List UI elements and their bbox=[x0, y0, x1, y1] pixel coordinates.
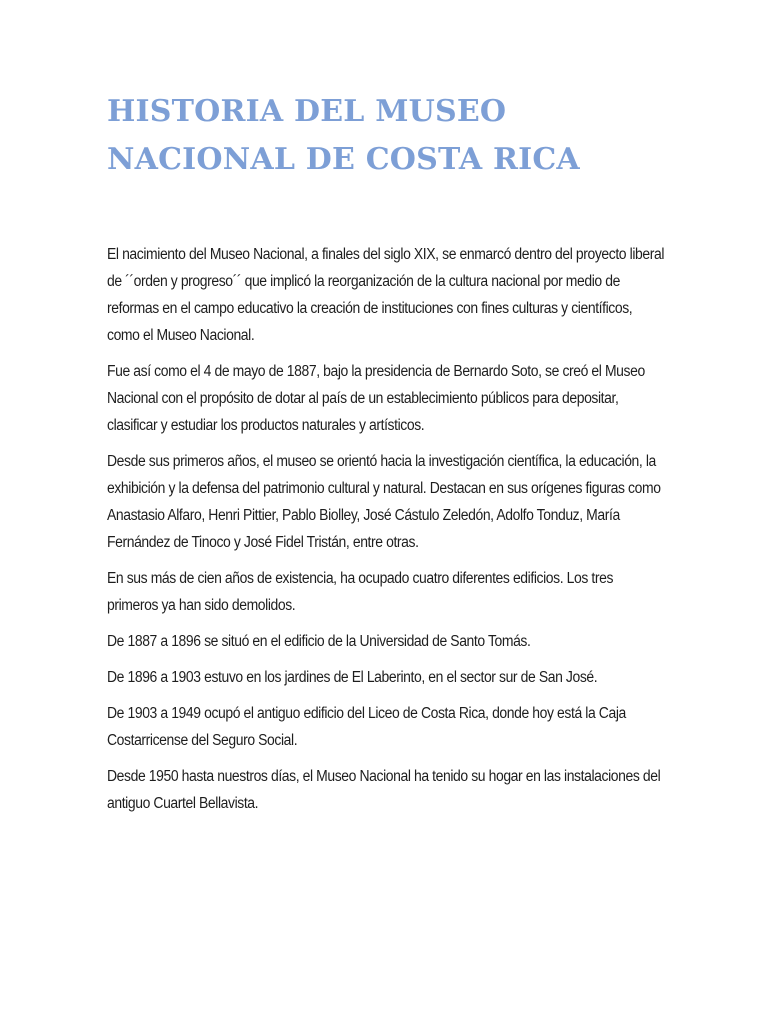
paragraph-building-1: De 1887 a 1896 se situó en el edificio de la Universidad de Santo Tomás. bbox=[107, 633, 531, 650]
document-page bbox=[107, 88, 667, 826]
paragraph-buildings: En sus más de cien años de existencia, ha ocupado cuatro diferentes edificios. Los tres primeros ya han sido demolidos. bbox=[107, 570, 614, 614]
paragraph-building-3: De 1903 a 1949 ocupó el antiguo edificio del Liceo de Costa Rica, donde hoy está la Caja Costarricense del Seguro Social. bbox=[107, 705, 626, 749]
document-body bbox=[107, 241, 667, 817]
paragraph-founding: Fue así como el 4 de mayo de 1887, bajo la presidencia de Bernardo Soto, se creó el Museo Nacional con el propósito de dotar al país de un establecimiento públicos para depositar, clasificar y estudiar los productos naturales y artísticos. bbox=[107, 363, 645, 434]
title-line-2: NACIONAL DE COSTA RICA bbox=[107, 142, 580, 177]
paragraph-building-4: Desde 1950 hasta nuestros días, el Museo Nacional ha tenido su hogar en las instalaciones del antiguo Cuartel Bellavista. bbox=[107, 768, 661, 812]
paragraph-origins: El nacimiento del Museo Nacional, a finales del siglo XIX, se enmarcó dentro del proyecto liberal de ´´orden y progreso´´ que implicó la reorganización de la cultura nacional por medio de reformas en el campo educativo la creación de instituciones con fines culturas y científicos, como el Museo Nacional. bbox=[107, 246, 665, 344]
paragraph-early-years: Desde sus primeros años, el museo se orientó hacia la investigación científica, la educación, la exhibición y la defensa del patrimonio cultural y natural. Destacan en sus orígenes figuras como Anastasio Alfaro, Henri Pittier, Pablo Biolley, José Cástulo Zeledón, Adolfo Tonduz, María Fernández de Tinoco y José Fidel Tristán, entre otras. bbox=[107, 453, 661, 551]
page-title bbox=[107, 88, 667, 184]
title-line-1: HISTORIA DEL MUSEO bbox=[107, 94, 507, 129]
paragraph-building-2: De 1896 a 1903 estuvo en los jardines de El Laberinto, en el sector sur de San José. bbox=[107, 669, 598, 686]
